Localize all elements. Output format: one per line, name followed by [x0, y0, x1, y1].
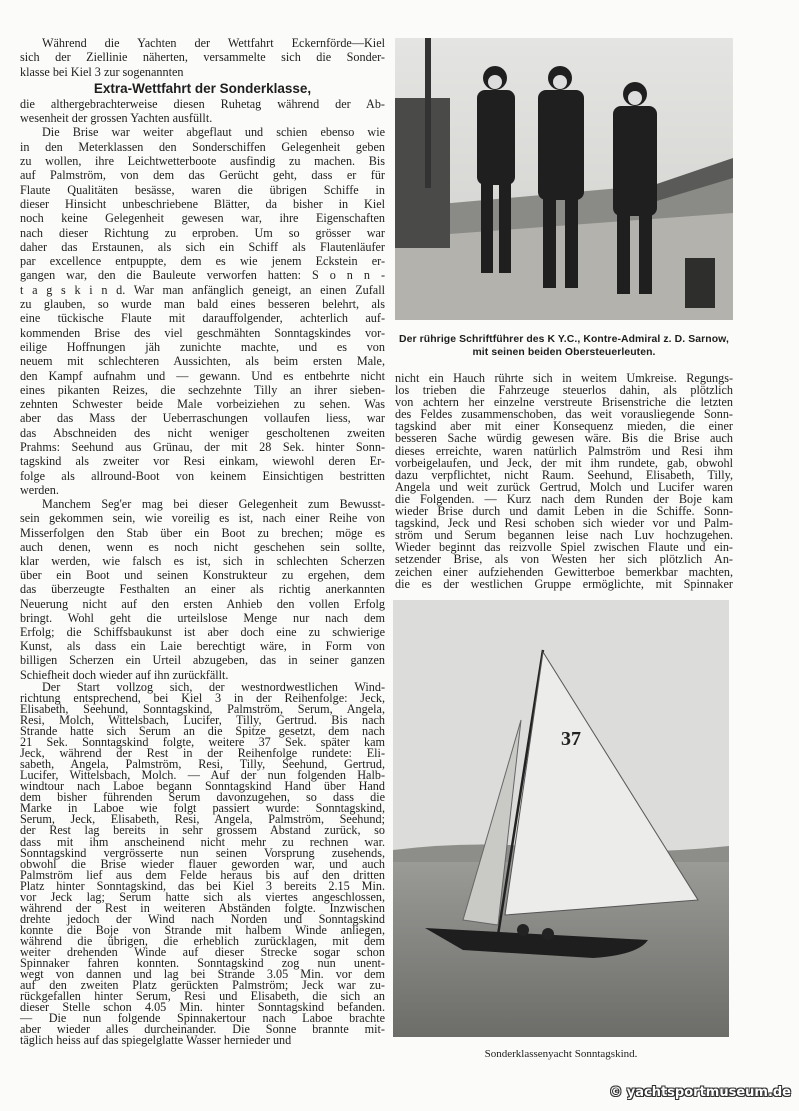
text-line: dieser Hinsicht unbeschriebene Blätter, da bisher in Kiel — [20, 196, 385, 211]
section-heading: Extra-Wettfahrt der Sonderklasse, — [93, 80, 312, 96]
text-line: richtung entsprechend, bei Kiel 3 in der Reihenfolge: Jeck, — [20, 690, 385, 705]
text-line: Marke in Laboe wie folgt passiert wurde: Sonntagskind, — [20, 801, 385, 816]
text-line: zu wollen, ihre Leichtwetterboote ausfindig zu machen. Bis — [20, 154, 385, 169]
text-line: klasse bei Kiel 3 zur sogenannten — [20, 64, 184, 79]
text-line: nicht ein Hauch rührte sich in weitem Umkreise. Regungs- — [395, 371, 733, 385]
text-line: das Abschneiden des nicht weniger gescholtenen zweiten — [20, 425, 385, 440]
text-line: Elisabeth, Seehund, Sonntagskind, Palmström, Serum, Angela, — [20, 701, 385, 716]
text-line: Schiefheit doch wieder auf ihn zurückfällt. — [20, 667, 229, 682]
text-line: daher das Erstaunen, als sich ein Schiff als Flautenläufer — [20, 239, 385, 254]
text-line: sich der Ziellinie näherten, versammelte sich die Sonder- — [20, 50, 385, 65]
text-line: über ein Boot und seinen Konstrukteur zu ergehen, dem — [20, 568, 385, 583]
paragraph — [20, 497, 385, 682]
text-line: vor Jeck lag; Serum hatte sich als viertes angeschlossen, — [20, 889, 385, 904]
text-line: 21 Sek. Sonntagskind folgte, weitere 37 Sek. später kam — [20, 735, 385, 750]
text-line: rückgefallen hinter Serum, Resi und Elisabeth, die sich an — [20, 989, 385, 1004]
text-line: Der Start vollzog sich, der westnordwestlichen Wind- — [42, 679, 385, 694]
text-line: aber wieder alles durcheinander. Die Sonne brannte mit- — [20, 1022, 385, 1037]
text-line: sabeth, Angela, Palmström, Resi, Tilly, Seehund, Gertrud, — [20, 757, 385, 772]
text-line: zu glauben, so wurde man bald eines besseren belehrt, als — [20, 297, 385, 312]
text-line: noch keine Gelegenheit gewesen war, ihre Eigenschaften — [20, 211, 385, 226]
text-line: — Die nun folgende Spinnakertour nach Laboe brachte — [20, 1011, 385, 1026]
text-line: folge als allround-Boot von keinem Einsichtigen bestritten — [20, 468, 385, 483]
caption-line: Der rührige Schriftführer des K Y.C., Kontre-Admiral z. D. Sarnow, — [399, 334, 729, 345]
text-line: obwohl die Brise wieder flauer geworden war, und auch — [20, 856, 385, 871]
text-line: Die Brise war weiter abgeflaut und schien ebenso wie — [42, 125, 385, 140]
text-line: Neuerung nicht auf den ersten Anhieb den vollen Erfolg — [20, 596, 385, 611]
text-line: Strande hatte sich Serum an die Spitze gesetzt, dem nach — [20, 724, 385, 739]
text-line: tagskind als zweiter vor Resi einkam, wiewohl deren Er- — [20, 454, 385, 469]
text-line: drehte jedoch der Wind nach Norden und Sonntagskind — [20, 911, 385, 926]
text-line: Sonntagskind vergrösserte nun seinen Vorsprung zusehends, — [20, 845, 385, 860]
text-line: windtour nach Laboe begann Sonntagskind Hand über Hand — [20, 779, 385, 794]
text-line: eine tückische Flaute mit darauffolgender, achterlich auf- — [20, 311, 385, 326]
text-line: dieser Stelle schon 4.05 Min. hinter Sonntagskind befanden. — [20, 1000, 385, 1015]
photo-officers-caption — [395, 333, 733, 359]
text-line: Platz hinter Sonntagskind, das bei Kiel 3 bereits 2.15 Min. — [20, 878, 385, 893]
text-line: besseren Sache würdig gewesen wäre. Bis die Brise auch — [395, 431, 733, 446]
text-line: aber das Mass der Ueberraschungen vollaufen liess, war — [20, 411, 385, 426]
text-line: Lucifer, Wittelsbach, Molch. — Auf der nun folgenden Halb- — [20, 768, 385, 783]
text-line: dem bisher führenden Serum davonzugehen, so dass die — [20, 790, 385, 805]
text-line: auf den zweiten Platz gerückten Palmström; Jeck war zu- — [20, 978, 385, 993]
text-line: sein gekommen sein, wie voreilig es ist, nach einer Reihe von — [20, 511, 385, 526]
text-line: tagskind aber mit einer Konsequenz mieden, die einer — [395, 419, 733, 434]
text-line: auf Palmström, von dem das Gerücht geht, dass er für — [20, 168, 385, 183]
paragraph — [20, 125, 385, 497]
text-line: die althergebrachterweise diesen Ruhetag während der Ab- — [20, 96, 385, 111]
text-line: gangen war, den die Bauleute verworfen hatten: S o n n - — [20, 268, 385, 283]
text-line: eilige Hoffnungen jäh zunichte machte, und es von — [20, 339, 385, 354]
text-line: Serum, Jeck, Elisabeth, Resi, Angela, Palmström, Seehund; — [20, 812, 385, 827]
text-line: eines pikanten Reizes, die sechzehnte Tilly an ihrer sieben- — [20, 382, 385, 397]
text-line: ström und Serum begannen leise nach Luv hochzugehen. — [395, 528, 733, 543]
text-line: wegt von dannen und lag bei Strande 3.05 Min. vor dem — [20, 967, 385, 982]
text-line: Resi, Molch, Wittelsbach, Lucifer, Tilly, Gertrud. Bis nach — [20, 712, 385, 727]
text-line: Flaute Qualitäten besässe, waren die übrigen Schiffe in — [20, 182, 385, 197]
text-line: los trieben die Fahrzeuge steuerlos dahin, als plötzlich — [395, 383, 733, 398]
text-line: der Rest lag bereits in sehr grossem Abstand zurück, so — [20, 823, 385, 838]
text-line: neuem mit schlechteren Aussichten, als beim ersten Male, — [20, 354, 385, 369]
text-line: bringt. Wohl geht die urteilslose Menge nur nach dem — [20, 610, 385, 625]
text-line: zeichen einer aufziehenden Gewitterboe bemerkbar machten, — [395, 564, 733, 579]
text-line: Wieder beginnt das reizvolle Spiel zwischen Flaute und ein- — [395, 540, 733, 555]
paragraph — [20, 679, 385, 1048]
text-line: klar werden, wie falsch es ist, sich in schlechten Scherzen — [20, 554, 385, 569]
text-line: Palmström lief aus dem Felde heraus bis auf den dritten — [20, 867, 385, 882]
text-line: Prahms: Seehund aus Grünau, der mit 28 Sek. hinter Sonn- — [20, 440, 385, 455]
paragraph — [20, 36, 385, 79]
text-line: Kunst, als dass ein Laie berechtigt wäre, in Form von — [20, 639, 385, 654]
text-line: während die übrigen, die erheblich zurücklagen, mit dem — [20, 933, 385, 948]
text-line: dass mit ihm anscheinend nicht mehr zu rechnen war. — [20, 834, 385, 849]
text-line: vorbeigelaufen, und Jeck, der mit ihm rundete, gab, obwohl — [395, 455, 733, 470]
text-line: auch denen, wenn es noch nicht geschehen sein sollte, — [20, 539, 385, 554]
text-line: dieses erreichte, waren natürlich Palmström und Resi ihm — [395, 443, 733, 458]
text-line: wesenheit der grossen Yachten ausfüllt. — [20, 111, 213, 126]
text-line: wieder Brise durch und damit Leben in die Schiffe. Sonn- — [395, 504, 733, 519]
text-line: konnte die Boje von Strande mit halbem Winde anliegen, — [20, 922, 385, 937]
watermark: © yachtsportmuseum.de — [609, 1085, 791, 1100]
text-line: Spinnaker fahren konnten. Sonntagskind zog nun unent- — [20, 956, 385, 971]
text-line: zehnten Schwester beide Male vorbeiziehen zu sehen. Was — [20, 397, 385, 412]
photo-officers-on-deck — [395, 38, 733, 320]
text-line: während der Rest in weiteren Abständen folgte. Inzwischen — [20, 900, 385, 915]
text-line: werden. — [20, 482, 59, 497]
text-line: setzender Brise, als von Westen her sich plötzlich An- — [395, 552, 733, 567]
text-line: nach dieser Richtung zu erproben. Um so grösser war — [20, 225, 385, 240]
text-line: dazu verpflichtet, nicht Raum. Seehund, Elisabeth, Tilly, — [395, 467, 733, 482]
text-line: das überzeugte Festhalten an einer als richtig anerkannten — [20, 582, 385, 597]
text-line: Misserfolgen den Stab über ein Boot zu brechen; möge es — [20, 525, 385, 540]
text-line: in den Meterklassen den Sonderschiffen Gelegenheit geben — [20, 139, 385, 154]
text-line: Manchem Seg'er mag bei dieser Gelegenheit zum Bewusst- — [42, 497, 385, 512]
text-line: kommenden Brise des viel geschmähten Sonntagskindes vor- — [20, 325, 385, 340]
text-line: Jeck, während der Rest in der Reihenfolge rundete: Eli- — [20, 746, 385, 761]
paragraph — [395, 372, 733, 590]
text-line: weiter drehenden Winde auf dieser Strecke sogar schon — [20, 944, 385, 959]
text-line: den Kampf aufnahm und — gewann. Und es entbehrte nicht — [20, 368, 385, 383]
photo-sailing-yacht — [393, 600, 729, 1037]
text-line: von achtern her einzelne verstreute Brisenstriche die letzten — [395, 395, 733, 410]
photo-yacht-caption: Sonderklassenyacht Sonntagskind. — [484, 1048, 638, 1060]
sail-number: 37 — [561, 728, 581, 750]
paragraph — [20, 97, 385, 126]
text-line: des Feldes zusammenschoben, das weit vorausliegende Sonn- — [395, 407, 733, 422]
caption-line: mit seinen beiden Obersteuerleuten. — [472, 347, 656, 358]
text-line: tagskind, Jeck und Resi schoben sich wieder vor und Palm- — [395, 516, 733, 531]
text-line: täglich heiss auf das spiegelglatte Wasser hernieder und — [20, 1033, 292, 1048]
right-column — [395, 372, 733, 590]
text-line: par excellence entpuppte, dem es wie jenem Eckstein er- — [20, 254, 385, 269]
text-line: Angela und weit zurück Gertrud, Molch und Lucifer waren — [395, 479, 733, 494]
text-line: Erfolg; die Schiffsbaukunst ist aber doch eine zu schwierige — [20, 625, 385, 640]
text-line: die Folgenden. — Kurz nach dem Runden der Boje kam — [395, 491, 733, 506]
text-line: Während die Yachten der Wettfahrt Eckernförde—Kiel — [42, 36, 385, 50]
left-column — [20, 36, 385, 1046]
text-line: t a g s k i n d. War man anfänglich geneigt, an einen Zufall — [20, 282, 385, 297]
text-line: die es der westlichen Gruppe ermöglichte, mit Spinnaker — [395, 576, 733, 591]
text-line: billigen Scherzen ein Urteil abzugeben, das in seiner ganzen — [20, 653, 385, 668]
